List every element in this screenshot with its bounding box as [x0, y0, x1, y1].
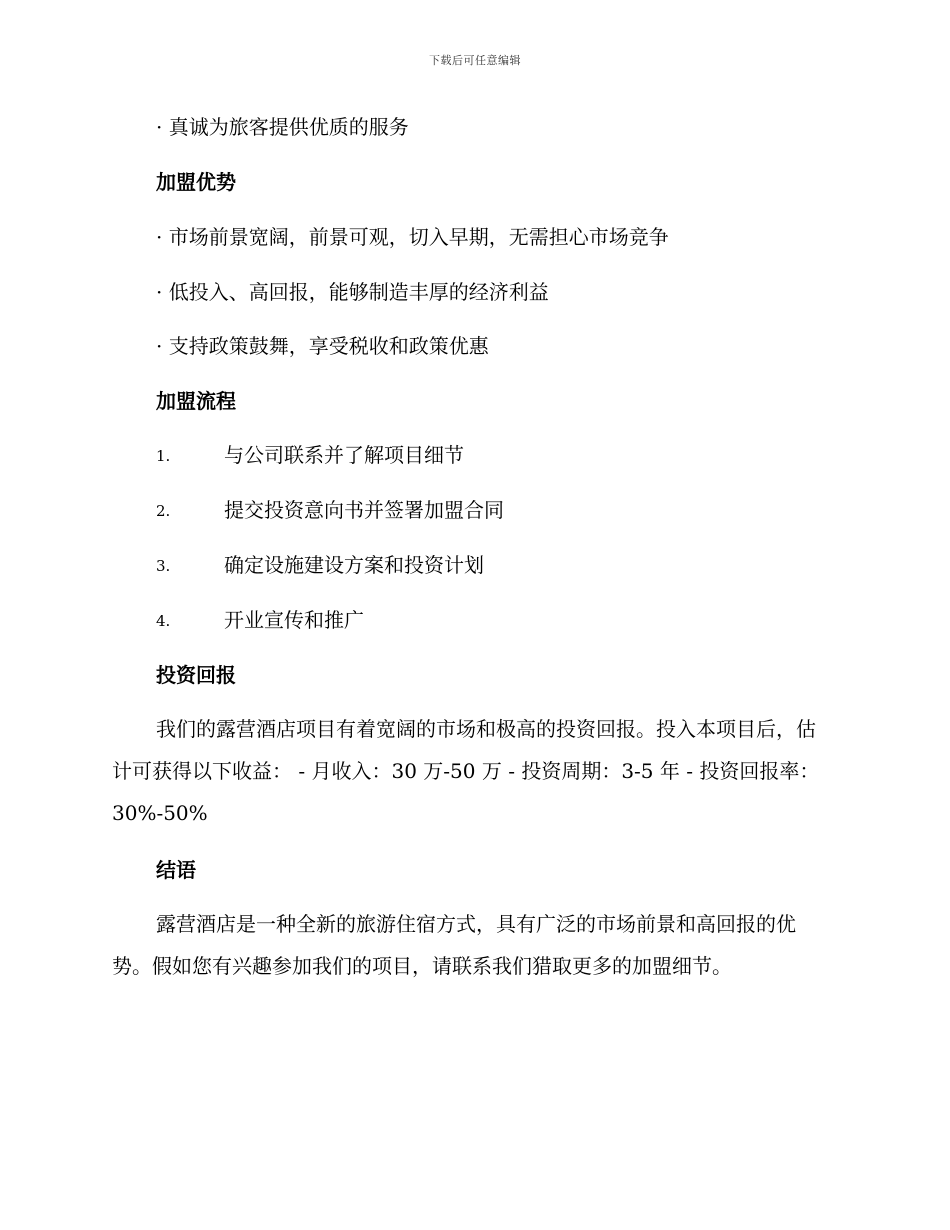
conclusion-heading: 结语	[156, 858, 196, 882]
advantage-item: · 支持政策鼓舞，享受税收和政策优惠	[156, 334, 489, 358]
advantage-item: · 低投入、高回报，能够制造丰厚的经济利益	[156, 280, 549, 304]
roi-heading: 投资回报	[156, 663, 236, 687]
advantages-heading: 加盟优势	[156, 170, 236, 194]
step-number: 2.	[156, 502, 171, 520]
step-text: 与公司联系并了解项目细节	[224, 443, 464, 467]
intro-bullet: · 真诚为旅客提供优质的服务	[156, 115, 409, 139]
conclusion-paragraph: 露营酒店是一种全新的旅游住宿方式，具有广泛的市场前景和高回报的优势。假如您有兴趣参加我们的项目，请联系我们猎取更多的加盟细节。	[112, 912, 796, 978]
process-heading: 加盟流程	[156, 389, 236, 413]
page-header: 下载后可任意编辑	[429, 54, 521, 67]
advantage-item: · 市场前景宽阔，前景可观，切入早期，无需担心市场竞争	[156, 225, 669, 249]
step-number: 1.	[156, 447, 171, 465]
step-text: 开业宣传和推广	[224, 608, 364, 632]
step-text: 确定设施建设方案和投资计划	[224, 553, 484, 577]
roi-paragraph: 我们的露营酒店项目有着宽阔的市场和极高的投资回报。投入本项目后，估计可获得以下收益： - 月收入：30 万-50 万 - 投资周期：3-5 年 - 投资回报率：30%-50%	[112, 717, 820, 825]
step-number: 3.	[156, 557, 171, 575]
step-text: 提交投资意向书并签署加盟合同	[224, 498, 504, 522]
step-number: 4.	[156, 612, 171, 630]
